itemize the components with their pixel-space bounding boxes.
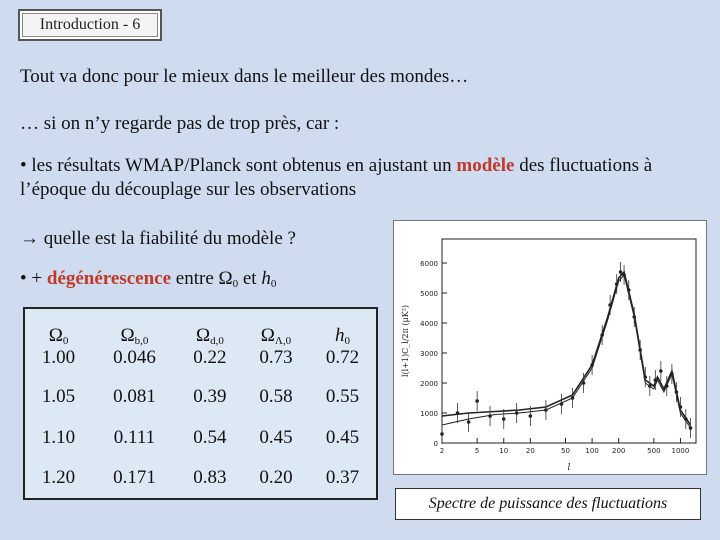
header-omega-lambda: $\Omega_{\Lambda,0}$ [260, 325, 292, 347]
table-cell: 0.37 [325, 466, 360, 488]
data-point [590, 363, 594, 367]
data-point [665, 384, 669, 388]
data-point [679, 405, 683, 409]
y-tick-label: 5000 [420, 290, 438, 298]
x-tick-label: 50 [561, 447, 570, 455]
x-tick-label: 100 [585, 447, 599, 455]
table-cell: 0.73 [259, 347, 293, 368]
data-point [608, 303, 612, 307]
data-point [475, 399, 479, 403]
table-row [24, 377, 377, 417]
table-cell: 0.22 [193, 347, 227, 368]
data-point [632, 315, 636, 319]
y-tick-label: 1000 [420, 410, 438, 418]
figure-caption: Spectre de puissance des fluctuations [395, 488, 701, 520]
bullet-degeneracy-omega: entre Ω [171, 268, 233, 289]
header-h0: $h_0$ [334, 325, 350, 347]
data-point [615, 282, 619, 286]
intro-line: Tout va donc pour le mieux dans le meilleur des mondes… [20, 66, 469, 87]
x-tick-label: 1000 [671, 447, 690, 455]
y-tick-label: 0 [433, 440, 438, 448]
y-tick-label: 2000 [420, 380, 438, 388]
x-axis-label: l [567, 463, 571, 473]
x-tick-label: 20 [525, 447, 535, 455]
data-point [670, 372, 674, 376]
series-line [442, 275, 691, 428]
header-omega-b: $\Omega_{b,0}$ [120, 325, 149, 347]
table-cell: 0.45 [259, 426, 293, 448]
omega-subscript: 0 [232, 278, 239, 290]
power-spectrum-chart [394, 221, 706, 474]
data-point [648, 384, 652, 388]
table-row [24, 417, 377, 457]
y-axis-label: l(l+1)C_l/2π (μK²) [401, 304, 410, 378]
data-point [582, 381, 586, 385]
table-cell: 0.111 [113, 426, 156, 448]
power-spectrum-figure [393, 220, 707, 475]
x-tick-label: 2 [439, 447, 445, 455]
table-row [24, 347, 377, 377]
table-cell: 0.081 [113, 386, 156, 408]
hubble-subscript: 0 [270, 278, 277, 290]
series-line [442, 272, 691, 425]
bullet-wmap [20, 154, 710, 202]
data-point [560, 402, 564, 406]
data-point [544, 408, 548, 412]
table-cell: 0.046 [113, 347, 156, 368]
bullet-degeneracy-and: et [238, 268, 262, 289]
data-point [643, 375, 647, 379]
table-cell: 0.72 [325, 347, 360, 368]
data-point [684, 417, 688, 421]
data-point [488, 414, 492, 418]
table-cell: 0.58 [259, 386, 293, 408]
data-point [638, 348, 642, 352]
table-cell: 1.00 [41, 347, 76, 368]
data-point [529, 414, 533, 418]
data-point [515, 411, 519, 415]
data-point [467, 420, 471, 424]
data-point [659, 369, 663, 373]
bullet-wmap-text-end: des fluctuations à l’époque du découplage sur les observations [20, 155, 653, 200]
slide-number-tag: Introduction - 6 [18, 9, 162, 41]
question-line: → quelle est la fiabilité du modèle ? [20, 228, 296, 249]
bullet-degeneracy-prefix: • + [20, 268, 47, 289]
table-cell: 0.39 [193, 386, 227, 408]
bullet-wmap-highlight: modèle [456, 155, 515, 176]
data-point [440, 432, 444, 436]
data-point [502, 417, 506, 421]
x-tick-label: 10 [499, 447, 509, 455]
data-point [456, 411, 460, 415]
table-cell: 0.171 [113, 466, 156, 488]
y-tick-label: 6000 [420, 260, 438, 268]
y-tick-label: 4000 [420, 320, 438, 328]
table-cell: 0.54 [193, 426, 227, 448]
table-cell: 0.20 [259, 466, 293, 488]
data-point [675, 390, 679, 394]
bullet-degeneracy [20, 268, 276, 290]
table-cell: 0.83 [193, 466, 227, 488]
bullet-degeneracy-highlight: dégénérescence [46, 268, 172, 289]
data-point [571, 396, 575, 400]
x-tick-label: 5 [474, 447, 480, 455]
table-cell: 0.55 [325, 386, 360, 408]
table-cell: 1.05 [41, 386, 76, 408]
table-row [24, 458, 377, 499]
table-cell: 1.10 [41, 426, 76, 448]
x-tick-label: 200 [612, 447, 626, 455]
table-cell: 0.45 [325, 426, 360, 448]
data-point [622, 273, 626, 277]
data-point [600, 333, 604, 337]
hubble-h: h [261, 268, 271, 289]
table-cell: 1.20 [41, 466, 76, 488]
bullet-wmap-text: • les résultats WMAP/Planck sont obtenus en ajustant un [20, 155, 457, 176]
caveat-line: … si on n’y regarde pas de trop près, car : [20, 113, 340, 134]
data-point [627, 288, 631, 292]
data-point [619, 270, 623, 274]
x-tick-label: 500 [647, 447, 661, 455]
table-header-row [24, 308, 377, 347]
data-point [689, 426, 693, 430]
data-point [654, 378, 658, 382]
header-omega-d: $\Omega_{d,0}$ [195, 325, 224, 347]
y-tick-label: 3000 [420, 350, 438, 358]
header-omega-0: $\Omega_0$ [48, 325, 69, 347]
parameter-table [23, 307, 378, 500]
